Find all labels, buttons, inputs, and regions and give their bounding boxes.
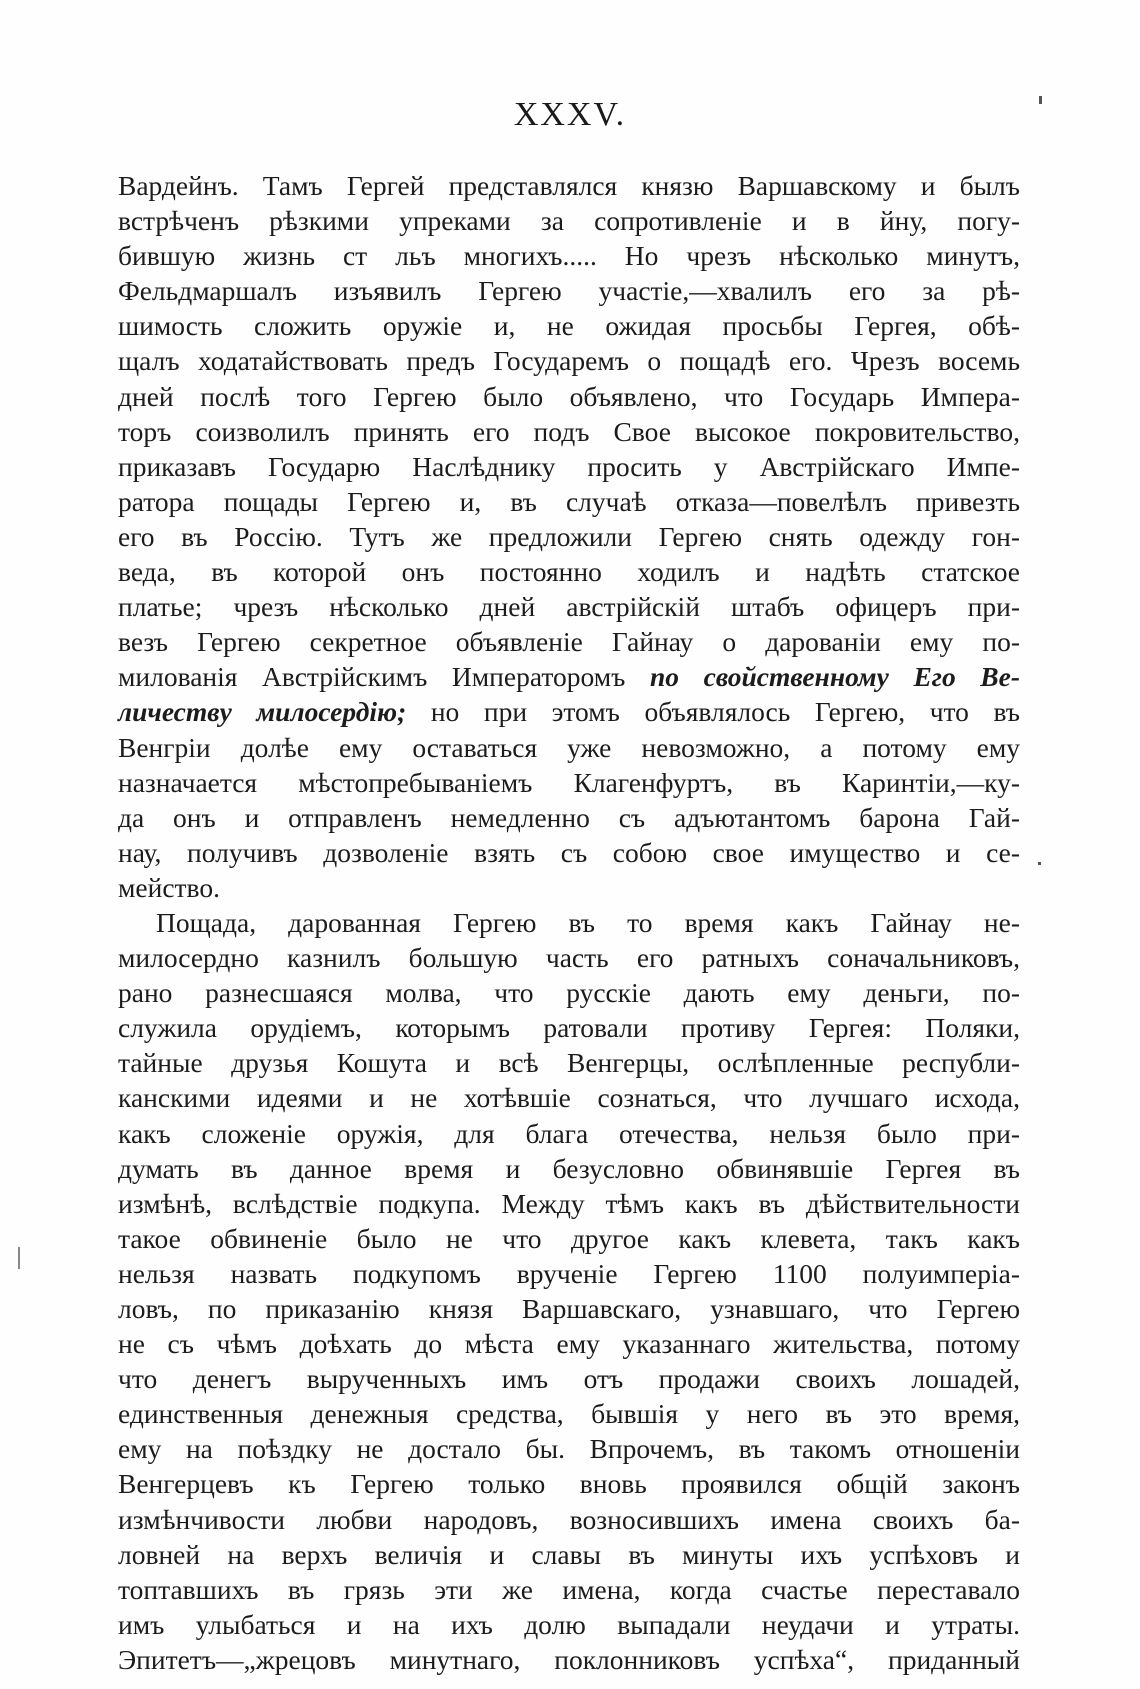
text-line: приказавъ Государю Наслѣднику просить у Австрійскаго Импе- [118,450,1020,482]
text-line: Венгріи долѣе ему оставаться уже невозможно, а потому ему [118,731,1020,763]
text-segment: милованія Австрійскимъ Императоромъ [118,661,626,693]
text-line: служила орудіемъ, которымъ ратовали противу Гергея: Поляки, [118,1012,1020,1044]
text-line: мейство. [118,871,220,903]
text-line: его въ Россію. Тутъ же предложили Гергею снять одежду гон- [118,520,1020,552]
text-line: не съ чѣмъ доѣхать до мѣста ему указаннаго жительства, потому [118,1328,1020,1360]
scan-margin-mark [18,1247,20,1269]
text-line: канскими идеями и не хотѣвшіе сознаться, что лучшаго исхода, [118,1082,1020,1114]
text-segment: но при этомъ объявлялось Гергею, что въ [430,696,1020,728]
text-line: единственныя денежныя средства, бывшія у него въ это время, [118,1398,1020,1430]
text-line: ему на поѣздку не достало бы. Впрочемъ, въ такомъ отношеніи [118,1433,1020,1465]
text-line: думать въ данное время и безусловно обвинявшіе Гергея въ [118,1152,1020,1184]
italic-phrase: личеству милосердію; [118,696,407,728]
text-line: Эпитетъ—„жрецовъ минутнаго, поклонниковъ успѣха“, приданный [118,1643,1020,1675]
text-line: бившую жизнь ст льъ многихъ..... Но чрезъ нѣсколько минутъ, [118,240,1020,272]
text-line: рано разнесшаяся молва, что русскіе дають ему деньги, по- [118,977,1020,1009]
text-line-mixed [118,659,1020,694]
text-line: милосердно казнилъ большую часть его ратныхъ соначальниковъ, [118,942,1020,974]
text-line: назначается мѣстопребываніемъ Клагенфуртъ, въ Каринтіи,—ку- [118,766,1020,798]
text-line: встрѣченъ рѣзкими упреками за сопротивленіе и в йну, погу- [118,205,1020,237]
text-line: щалъ ходатайствовать предъ Государемъ о пощадѣ его. Чрезъ восемь [118,345,1020,377]
text-line: ратора пощады Гергею и, въ случаѣ отказа—повелѣлъ привезть [118,485,1020,517]
text-line: везъ Гергею секретное объявленіе Гайнау о дарованіи ему по- [118,626,1020,658]
page-number: XXXV. [513,96,627,133]
text-line: нау, получивъ дозволеніе взять съ собою свое имущество и се- [118,836,1020,868]
text-line: Пощада, дарованная Гергею въ то время какъ Гайнау не- [156,906,1020,938]
text-line: какъ сложеніе оружія, для блага отечества, нельзя было при- [118,1117,1020,1149]
text-line-mixed [118,694,1020,729]
text-line: такое обвиненіе было не что другое какъ клевета, такъ какъ [118,1222,1020,1254]
text-line: имъ улыбаться и на ихъ долю выпадали неудачи и утраты. [118,1608,1020,1640]
text-line: тайные друзья Кошута и всѣ Венгерцы, ослѣпленные республи- [118,1047,1020,1079]
text-line: торъ соизволилъ принять его подъ Свое высокое покровительство, [118,415,1020,447]
italic-phrase: по свойственному Его Ве- [649,661,1021,693]
scan-speck [1038,862,1041,865]
text-line: Фельдмаршалъ изъявилъ Гергею участіе,—хвалилъ его за рѣ- [118,275,1020,307]
text-line: веда, въ которой онъ постоянно ходилъ и надѣть статское [118,556,1020,588]
body-text [118,168,1020,1677]
text-line: топтавшихъ въ грязь эти же имена, когда счастье переставало [118,1573,1020,1605]
text-line: ловней на верхъ величія и славы въ минуты ихъ успѣховъ и [118,1538,1020,1570]
text-line: измѣнчивости любви народовъ, возносившихъ имена своихъ ба- [118,1503,1020,1535]
text-line: измѣнѣ, вслѣдствіе подкупа. Между тѣмъ какъ въ дѣйствительности [118,1187,1020,1219]
text-line: да онъ и отправленъ немедленно съ адъютантомъ барона Гай- [118,801,1020,833]
text-line: ловъ, по приказанію князя Варшавскаго, узнавшаго, что Гергею [118,1293,1020,1324]
text-line: нельзя назвать подкупомъ врученіе Гергею 1100 полуимперіа- [118,1257,1020,1289]
text-line: Вардейнъ. Тамъ Гергей представлялся князю Варшавскому и былъ [118,170,1020,201]
text-line: шимость сложить оружіе и, не ожидая просьбы Гергея, обѣ- [118,310,1020,342]
text-line: что денегъ вырученныхъ имъ отъ продажи своихъ лошадей, [118,1363,1020,1395]
text-line: Венгерцевъ къ Гергею только вновь проявился общій законъ [118,1468,1020,1500]
text-line: дней послѣ того Гергею было объявлено, что Государь Импера- [118,380,1020,412]
text-line: платье; чрезъ нѣсколько дней австрійскій штабъ офицеръ при- [118,591,1020,623]
scan-speck [1039,96,1042,104]
